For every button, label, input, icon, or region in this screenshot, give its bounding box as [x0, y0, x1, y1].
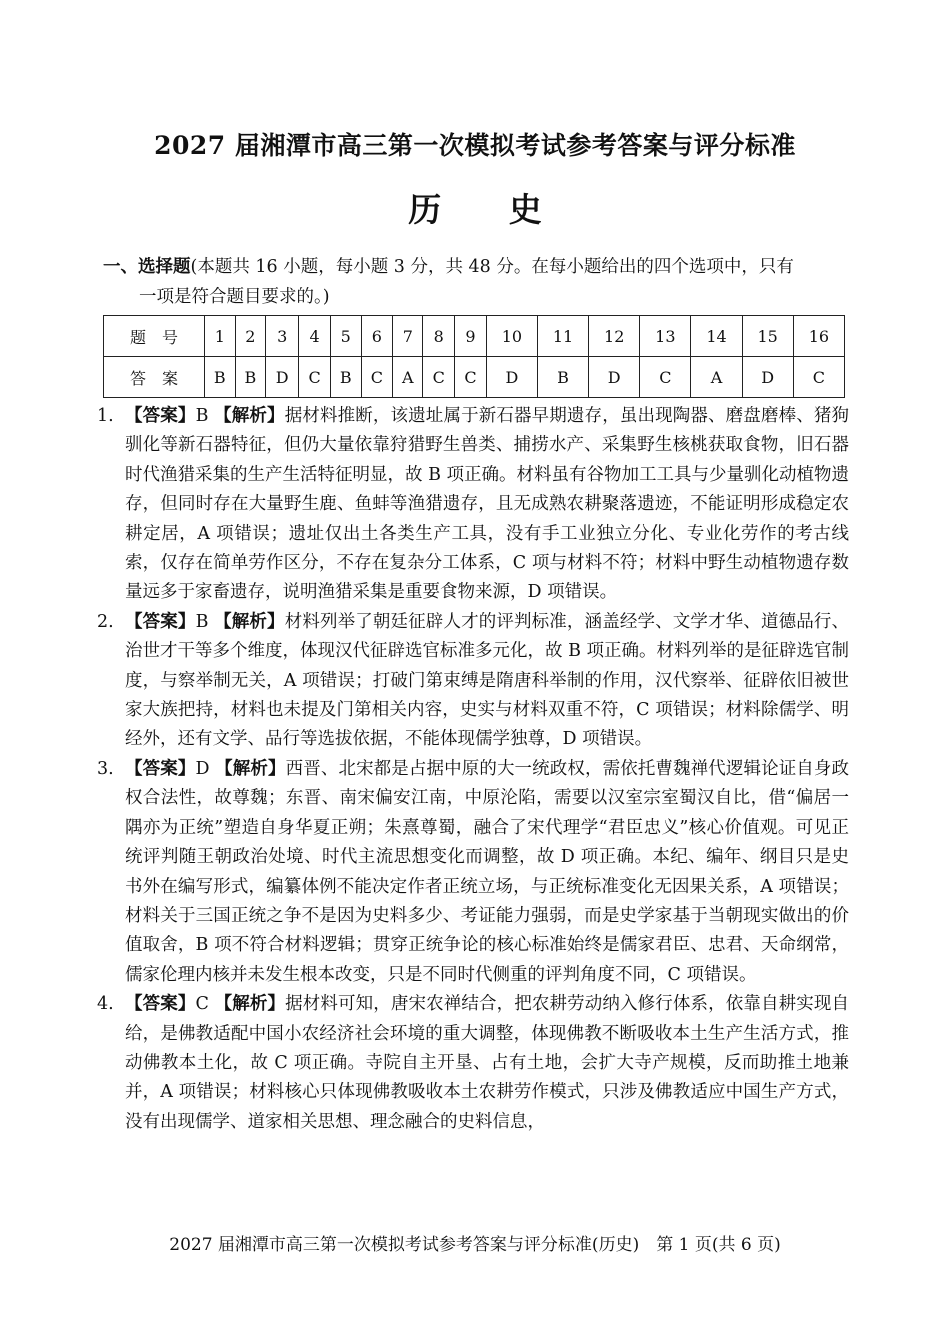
question-number-cell: 7	[393, 316, 423, 357]
question-number-cell: 2	[235, 316, 266, 357]
item-answer: C	[195, 994, 209, 1015]
answer-cell: B	[205, 357, 236, 398]
item-number: 2.	[97, 611, 114, 632]
analysis-tag: 【解析】	[214, 406, 285, 426]
explanation-item-1	[97, 402, 849, 608]
question-number-cell: 10	[486, 316, 537, 357]
answer-cell: A	[691, 357, 742, 398]
answer-cell: D	[742, 357, 793, 398]
answer-row	[104, 357, 845, 398]
item-answer: B	[195, 406, 209, 426]
question-number-cell: 16	[793, 316, 844, 357]
item-number: 1.	[97, 406, 114, 426]
answer-cell: C	[299, 357, 331, 398]
item-answer: B	[195, 611, 209, 632]
answer-tag: 【答案】	[125, 994, 196, 1015]
section-instructions-line1: (本题共 16 小题，每小题 3 分，共 48 分。在每小题给出的四个选项中，只有	[190, 257, 794, 277]
section-number-title: 一、选择题	[103, 257, 191, 277]
answer-cell: C	[640, 357, 691, 398]
item-analysis: 西晋、北宋都是占据中原的大一统政权，需依托曹魏禅代逻辑论证自身政权合法性，故尊魏；东晋、南宋偏安江南，中原沦陷，需要以汉室宗室蜀汉自比，借“偏居一隅亦为正统”塑造自身华夏正朔；朱熹尊蜀，融合了宋代理学“君臣忠义”核心价值观。可见正统评判随王朝政治处境、时代主流思想变化而调整，故 D 项正确。本纪、编年、纲目只是史书外在编写形式，编纂体例不能决定作者正统立场，与正统标准变化无因果关系，A 项错误；材料关于三国正统之争不是因为史料多少、考证能力强弱，而是史学家基于当朝现实做出的价值取舍，B 项不符合材料逻辑；贯穿正统争论的核心标准始终是儒家君臣、忠君、天命纲常，儒家伦理内核并未发生根本改变，只是不同时代侧重的评判角度不同，C 项错误。	[125, 758, 850, 985]
question-number-cell: 1	[205, 316, 236, 357]
answer-cell: D	[266, 357, 299, 398]
question-number-row	[104, 316, 845, 357]
question-number-cell: 8	[423, 316, 455, 357]
item-analysis: 据材料推断，该遗址属于新石器早期遗存，虽出现陶器、磨盘磨棒、猪狗驯化等新石器特征，但仍大量依靠狩猎野生兽类、捕捞水产、采集野生核桃获取食物，旧石器时代渔猎采集的生产生活特征明显，故 B 项正确。材料虽有谷物加工工具与少量驯化动植物遗存，但同时存在大量野生鹿、鱼蚌等渔猎遗存，且无成熟农耕聚落遗迹，不能证明形成稳定农耕定居，A 项错误；遗址仅出土各类生产工具，没有手工业独立分化、专业化劳作的考古线索，仅存在简单劳作区分，不存在复杂分工体系，C 项与材料不符；材料中野生动植物遗存数量远多于家畜遗存，说明渔猎采集是重要食物来源，D 项错误。	[125, 406, 849, 603]
section-instructions-line2: 一项是符合题目要求的。)	[139, 287, 330, 307]
item-number: 3.	[97, 758, 114, 779]
row-label-question-number: 题号	[104, 316, 205, 357]
answer-cell: C	[455, 357, 487, 398]
answer-tag: 【答案】	[125, 611, 196, 632]
question-number-cell: 6	[361, 316, 393, 357]
answer-explanations	[97, 402, 850, 1137]
answer-cell: B	[537, 357, 588, 398]
answer-cell: B	[235, 357, 266, 398]
document-title: 2027 届湘潭市高三第一次模拟考试参考答案与评分标准	[154, 131, 796, 160]
answer-cell: C	[423, 357, 455, 398]
question-number-cell: 5	[330, 316, 361, 357]
answer-tag: 【答案】	[125, 406, 196, 426]
section-heading	[103, 252, 863, 312]
answer-table	[103, 315, 845, 398]
item-analysis: 据材料可知，唐宋农禅结合，把农耕劳动纳入修行体系，依靠自耕实现自给，是佛教适配中国小农经济社会环境的重大调整，体现佛教不断吸收本土生产生活方式，推动佛教本土化，故 C 项正确。寺院自主开垦、占有土地，会扩大寺产规模，反而助推土地兼并，A 项错误；材料核心只体现佛教吸收本土农耕劳作模式，只涉及佛教适应中国生产方式，没有出现儒学、道家相关思想、理念融合的史料信息，	[125, 994, 850, 1132]
explanation-item-4	[97, 990, 850, 1137]
answer-cell: D	[589, 357, 640, 398]
analysis-tag: 【解析】	[214, 611, 285, 632]
explanation-item-2	[97, 608, 849, 755]
question-number-cell: 11	[537, 316, 588, 357]
question-number-cell: 3	[266, 316, 299, 357]
answer-cell: C	[793, 357, 844, 398]
subject-title: 历 史	[408, 190, 570, 229]
question-number-cell: 12	[589, 316, 640, 357]
answer-cell: B	[330, 357, 361, 398]
answer-cell: C	[361, 357, 393, 398]
question-number-cell: 14	[691, 316, 742, 357]
explanation-item-3	[97, 755, 850, 990]
item-analysis: 材料列举了朝廷征辟人才的评判标准，涵盖经学、文学才华、道德品行、治世才干等多个维度，体现汉代征辟选官标准多元化，故 B 项正确。材料列举的是征辟选官制度，与察举制无关，A 项错误；打破门第束缚是隋唐科举制的作用，汉代察举、征辟依旧被世家大族把持，材料也未提及门第相关内容，史实与材料双重不符，C 项错误；材料除儒学、明经外，还有文学、品行等选拔依据，不能体现儒学独尊，D 项错误。	[125, 611, 849, 750]
item-number: 4.	[97, 994, 114, 1015]
question-number-cell: 9	[455, 316, 487, 357]
question-number-cell: 13	[640, 316, 691, 357]
analysis-tag: 【解析】	[215, 758, 286, 779]
question-number-cell: 4	[299, 316, 331, 357]
question-number-cell: 15	[742, 316, 793, 357]
row-label-answer: 答案	[104, 357, 205, 398]
page-footer: 2027 届湘潭市高三第一次模拟考试参考答案与评分标准(历史) 第 1 页(共 6 页)	[169, 1235, 781, 1255]
analysis-tag: 【解析】	[214, 994, 286, 1015]
item-answer: D	[195, 758, 210, 779]
answer-cell: D	[486, 357, 537, 398]
answer-cell: A	[393, 357, 423, 398]
answer-tag: 【答案】	[125, 758, 196, 779]
